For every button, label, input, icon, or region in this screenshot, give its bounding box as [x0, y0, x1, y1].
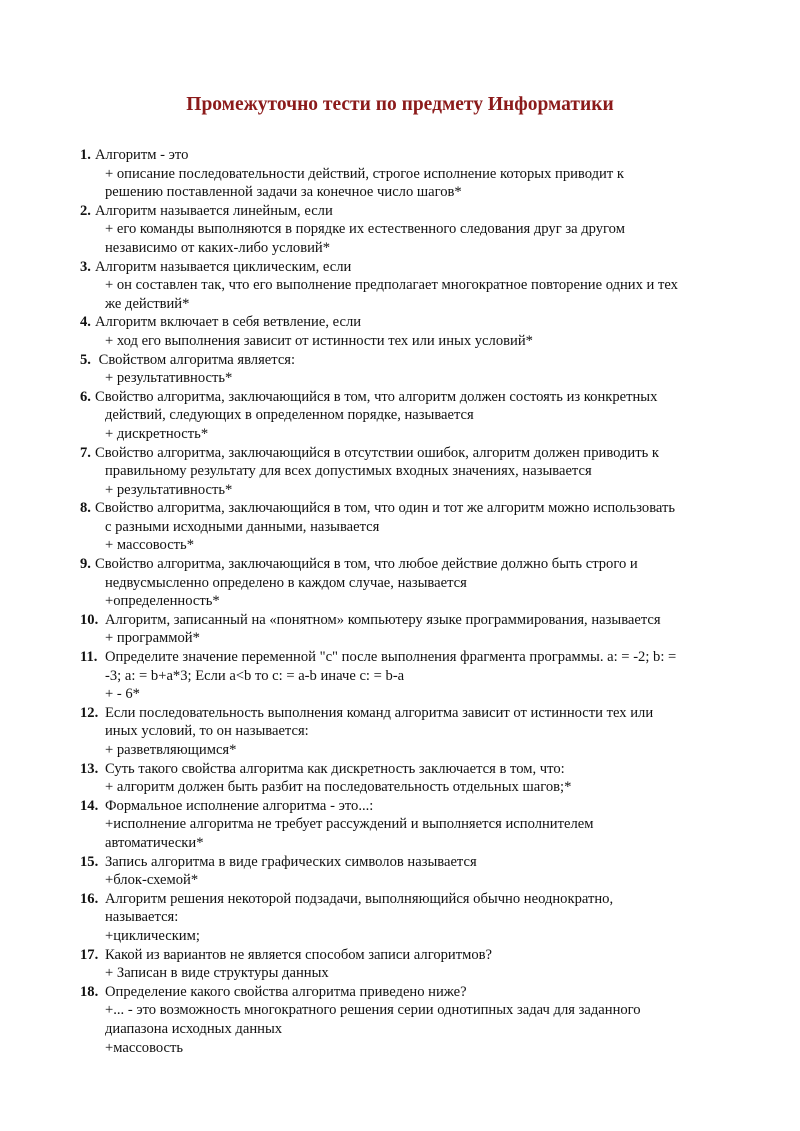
question-text-continued: с разными исходными данными, называется	[105, 518, 380, 535]
question-item	[80, 388, 760, 444]
question-text-continued: -3; a: = b+a*3; Если a<b то c: = a-b иначе c: = b-a	[105, 667, 405, 684]
question-text-continued: правильному результату для всех допустимых входных значениях, называется	[105, 463, 592, 480]
question-number: 8.	[80, 500, 91, 517]
question-number: 5.	[80, 351, 91, 368]
question-item	[80, 648, 760, 704]
answer-text: + массовость*	[105, 537, 195, 554]
question-number: 11.	[80, 649, 98, 666]
question-item	[80, 704, 760, 760]
question-text: Свойство алгоритма, заключающийся в отсутствии ошибок, алгоритм должен приводить к	[95, 444, 660, 461]
question-item	[80, 499, 760, 555]
question-item	[80, 258, 760, 314]
question-number: 18.	[80, 983, 99, 1000]
question-line	[80, 313, 760, 332]
question-text: Свойство алгоритма, заключающийся в том, что один и тот же алгоритм можно использовать	[95, 500, 676, 517]
answer-text: +... - это возможность многократного решения серии однотипных задач для заданного	[105, 1002, 641, 1019]
question-text: Запись алгоритма в виде графических символов называется	[105, 853, 477, 870]
answer-text: же действий*	[105, 295, 190, 312]
question-text: Алгоритм называется циклическим, если	[95, 258, 352, 275]
question-line	[80, 202, 760, 221]
answer-text: +циклическим;	[105, 927, 200, 944]
question-number: 12.	[80, 704, 99, 721]
question-text: Формальное исполнение алгоритма - это...:	[105, 797, 374, 814]
question-line	[80, 146, 760, 165]
question-text: Алгоритм включает в себя ветвление, если	[95, 314, 362, 331]
answer-text: + он составлен так, что его выполнение предполагает многократное повторение одних и тех	[105, 277, 678, 294]
answer-text: + его команды выполняются в порядке их естественного следования друг за другом	[105, 221, 625, 238]
question-item	[80, 853, 760, 890]
question-number: 4.	[80, 314, 91, 331]
question-text: Алгоритм называется линейным, если	[95, 202, 333, 219]
answer-text: +блок-схемой*	[105, 872, 199, 889]
question-number: 6.	[80, 388, 91, 405]
answer-text: независимо от каких-либо условий*	[105, 239, 331, 256]
question-number: 3.	[80, 258, 91, 275]
answer-text: + дискретность*	[105, 425, 209, 442]
question-item	[80, 890, 760, 946]
question-text-continued: недвусмысленно определено в каждом случае, называется	[105, 574, 467, 591]
question-number: 10.	[80, 611, 99, 628]
question-item	[80, 797, 760, 853]
question-item	[80, 313, 760, 350]
answer-text: +исполнение алгоритма не требует рассуждений и выполняется исполнителем	[105, 816, 594, 833]
question-text: Алгоритм - это	[95, 147, 189, 163]
page-title: Промежуточно тести по предмету Информатики	[186, 94, 614, 115]
question-text-continued: называется:	[105, 909, 179, 926]
answer-text: +определенность*	[105, 593, 220, 610]
question-line	[80, 444, 760, 463]
question-number: 15.	[80, 853, 99, 870]
question-text-continued: иных условий, то он называется:	[105, 723, 309, 740]
question-line	[80, 648, 760, 667]
question-line	[80, 946, 760, 965]
answer-text: + - 6*	[105, 686, 140, 703]
question-number: 9.	[80, 556, 91, 573]
question-number: 16.	[80, 890, 99, 907]
answer-text: автоматически*	[105, 834, 204, 851]
question-item	[80, 983, 760, 1057]
question-list	[80, 146, 760, 1057]
answer-text: + программой*	[105, 630, 200, 647]
question-number: 14.	[80, 797, 99, 814]
question-text-continued: действий, следующих в определенном порядке, называется	[105, 407, 474, 424]
question-number: 7.	[80, 444, 91, 461]
question-line	[80, 983, 760, 1002]
question-line	[80, 890, 760, 909]
question-line	[80, 258, 760, 277]
question-number: 1.	[80, 147, 91, 163]
answer-text: +массовость	[105, 1039, 184, 1056]
question-number: 2.	[80, 202, 91, 219]
question-item	[80, 611, 760, 648]
answer-text: + результативность*	[105, 481, 233, 498]
question-line	[80, 351, 760, 370]
answer-text: + ход его выполнения зависит от истинности тех или иных условий*	[105, 332, 533, 349]
answer-text: + разветвляющимся*	[105, 742, 237, 758]
question-line	[80, 853, 760, 872]
question-number: 17.	[80, 946, 99, 963]
question-text: Определение какого свойства алгоритма приведено ниже?	[105, 983, 467, 1000]
answer-text: решению поставленной задачи за конечное число шагов*	[105, 184, 462, 201]
question-text: Какой из вариантов не является способом записи алгоритмов?	[105, 946, 492, 963]
question-line	[80, 760, 760, 779]
answer-text: + алгоритм должен быть разбит на последовательность отдельных шагов;*	[105, 779, 572, 796]
question-text: Алгоритм, записанный на «понятном» компьютеру языке программирования, называется	[105, 611, 661, 628]
question-text: Если последовательность выполнения команд алгоритма зависит от истинности тех или	[105, 704, 654, 721]
question-text: Свойство алгоритма, заключающийся в том, что алгоритм должен состоять из конкретных	[95, 388, 658, 405]
answer-text: + описание последовательности действий, строгое исполнение которых приводит к	[105, 165, 624, 182]
question-text: Суть такого свойства алгоритма как дискретность заключается в том, что:	[105, 760, 565, 777]
question-text: Свойство алгоритма, заключающийся в том, что любое действие должно быть строго и	[95, 556, 638, 573]
answer-text: диапазона исходных данных	[105, 1020, 283, 1037]
question-item	[80, 444, 760, 500]
question-item	[80, 351, 760, 388]
question-number: 13.	[80, 760, 99, 777]
question-item	[80, 555, 760, 611]
question-text: Алгоритм решения некоторой подзадачи, выполняющийся обычно неоднократно,	[105, 890, 614, 907]
question-text: Определите значение переменной "c" после выполнения фрагмента программы. a: = -2; b: =	[105, 649, 677, 666]
question-text: Свойством алгоритма является:	[95, 351, 296, 368]
question-item	[80, 202, 760, 258]
question-line	[80, 797, 760, 816]
question-line	[80, 704, 760, 723]
question-line	[80, 499, 760, 518]
question-line	[80, 555, 760, 574]
question-line	[80, 388, 760, 407]
question-item	[80, 146, 760, 202]
answer-text: + Записан в виде структуры данных	[105, 965, 329, 982]
answer-text: + результативность*	[105, 370, 233, 387]
question-item	[80, 760, 760, 797]
question-line	[80, 611, 760, 630]
question-item	[80, 946, 760, 983]
